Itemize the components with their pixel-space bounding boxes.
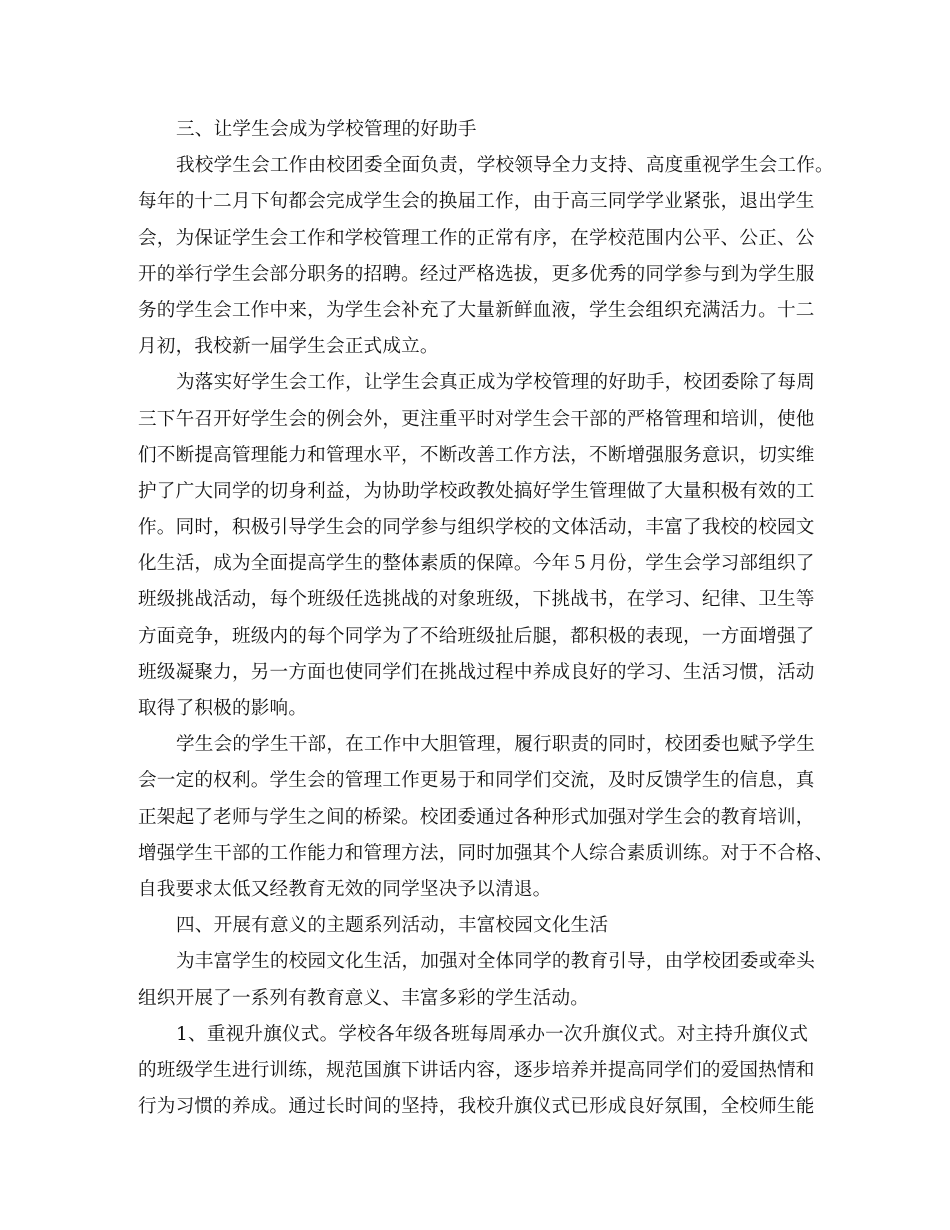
paragraph-line: 们不断提高管理能力和管理水平，不断改善工作方法，不断增强服务意识，切实维 (138, 444, 815, 466)
paragraph-line: 为落实好学生会工作，让学生会真正成为学校管理的好助手，校团委除了每周 (176, 372, 815, 394)
paragraph-line: 自我要求太低又经教育无效的同学坚决予以清退。 (138, 878, 552, 900)
paragraph-line: 三下午召开好学生会的例会外，更注重平时对学生会干部的严格管理和培训，使他 (138, 408, 815, 430)
section-heading-4: 四、开展有意义的主题系列活动，丰富校园文化生活 (176, 915, 609, 937)
paragraph-line: 我校学生会工作由校团委全面负责，学校领导全力支持、高度重视学生会工作。 (176, 155, 834, 177)
paragraph-line: 组织开展了一系列有教育意义、丰富多彩的学生活动。 (138, 987, 590, 1009)
paragraph-line: 增强学生干部的工作能力和管理方法，同时加强其个人综合素质训练。对于不合格、 (138, 842, 834, 864)
paragraph-line: 护了广大同学的切身利益，为协助学校政教处搞好学生管理做了大量积极有效的工 (138, 480, 815, 502)
paragraph-line: 每年的十二月下旬都会完成学生会的换届工作，由于高三同学学业紧张，退出学生 (138, 191, 815, 213)
paragraph-line: 开的举行学生会部分职务的招聘。经过严格选拔，更多优秀的同学参与到为学生服 (138, 263, 815, 285)
paragraph-line: 学生会的学生干部，在工作中大胆管理，履行职责的同时，校团委也赋予学生 (176, 734, 815, 756)
paragraph-line: 班级凝聚力，另一方面也使同学们在挑战过程中养成良好的学习、生活习惯，活动 (138, 661, 815, 683)
paragraph-line: 取得了积极的影响。 (138, 698, 308, 719)
paragraph-line: 务的学生会工作中来，为学生会补充了大量新鲜血液，学生会组织充满活力。十二 (138, 299, 815, 321)
paragraph-line: 班级挑战活动，每个班级任选挑战的对象班级，下挑战书，在学习、纪律、卫生等 (138, 589, 815, 611)
section-heading-3: 三、让学生会成为学校管理的好助手 (176, 119, 477, 140)
document-page (138, 112, 834, 1125)
paragraph-line: 正架起了老师与学生之间的桥梁。校团委通过各种形式加强对学生会的教育培训， (138, 806, 815, 828)
paragraph-line: 会，为保证学生会工作和学校管理工作的正常有序，在学校范围内公平、公正、公 (138, 227, 815, 249)
list-item-heading: 1、重视升旗仪式。学校各年级各班每周承办一次升旗仪式。对主持升旗仪式 (176, 1023, 809, 1045)
paragraph-line: 的班级学生进行训练，规范国旗下讲话内容，逐步培养并提高同学们的爱国热情和 (138, 1059, 815, 1081)
paragraph-line: 月初，我校新一届学生会正式成立。 (138, 336, 439, 358)
paragraph-line: 作。同时，积极引导学生会的同学参与组织学校的文体活动，丰富了我校的校园文 (138, 517, 815, 539)
paragraph-line: 方面竞争，班级内的每个同学为了不给班级扯后腿，都积极的表现，一方面增强了 (138, 625, 815, 647)
paragraph-line: 行为习惯的养成。通过长时间的坚持，我校升旗仪式已形成良好氛围，全校师生能 (138, 1096, 815, 1118)
paragraph-line: 会一定的权利。学生会的管理工作更易于和同学们交流，及时反馈学生的信息，真 (138, 770, 815, 792)
paragraph-line: 化生活，成为全面提高学生的整体素质的保障。今年５月份，学生会学习部组织了 (138, 553, 815, 575)
paragraph-line: 为丰富学生的校园文化生活，加强对全体同学的教育引导，由学校团委或牵头 (176, 951, 815, 973)
